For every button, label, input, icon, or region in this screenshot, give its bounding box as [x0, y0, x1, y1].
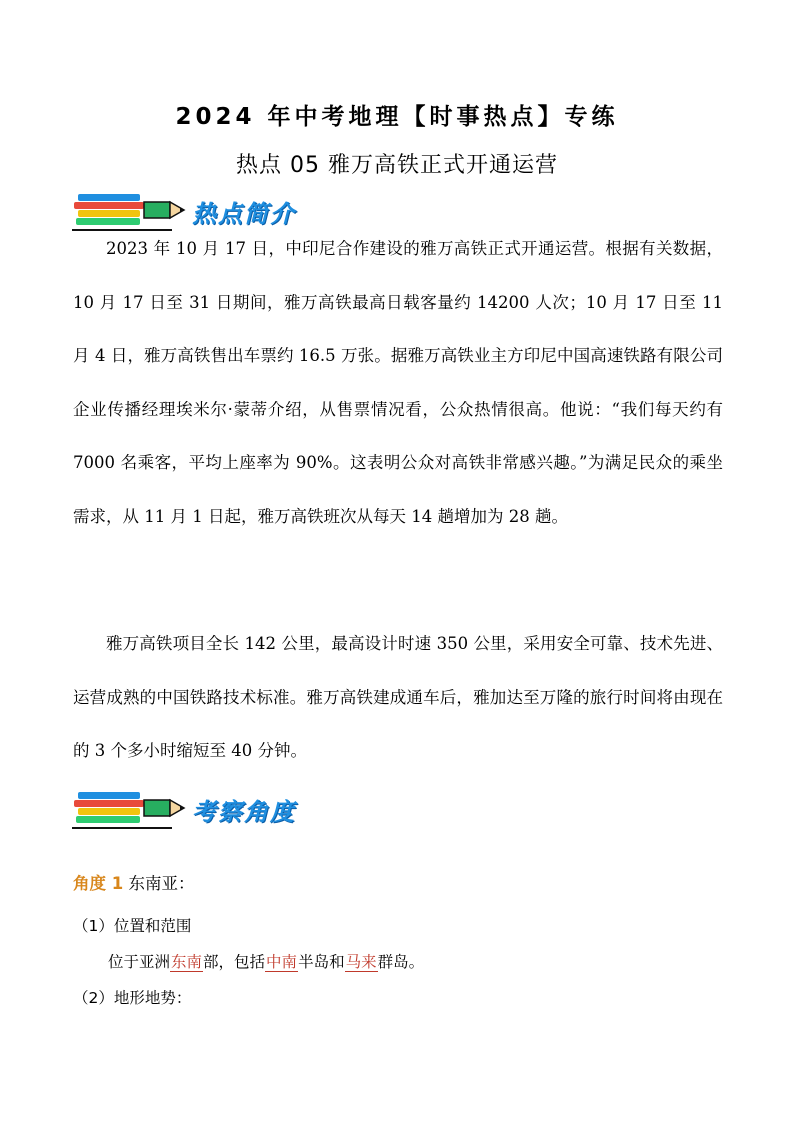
- angle-1-text: 东南亚：: [128, 874, 195, 893]
- answer-1-fill-1: 东南: [171, 953, 203, 971]
- angle-1-label: 角度 1: [73, 874, 124, 893]
- answer-1-text: 半岛和: [298, 953, 345, 971]
- answer-1-text: 部，包括: [203, 953, 266, 971]
- section-title-angle: 考察角度: [192, 798, 296, 826]
- books-pencil-icon: [72, 788, 192, 832]
- answer-1: [108, 950, 424, 972]
- angle-1-heading: [73, 870, 194, 894]
- question-1: （1）位置和范围: [73, 917, 192, 935]
- answer-1-text: 位于亚洲: [108, 953, 171, 971]
- page-title: 2024 年中考地理【时事热点】专练: [175, 104, 619, 130]
- answer-1-fill-3: 马来: [345, 953, 377, 971]
- intro-paragraph-1: 2023 年 10 月 17 日，中印尼合作建设的雅万高铁正式开通运营。根据有关数据，10 月 17 日至 31 日期间，雅万高铁最高日载客量约 14200 人次；10 月 17 日至 11 月 4 日，雅万高铁售出车票约 16.5 万张。据雅万高铁业主方印尼中国高速铁路有限公司企业传播经理埃米尔·蒙蒂介绍，从售票情况看，公众热情很高。他说：“我们每天约有 7000 名乘客，平均上座率为 90%。这表明公众对高铁非常感兴趣。”为满足民众的乘坐需求，从 11 月 1 日起，雅万高铁班次从每天 14 趟增加为 28 趟。: [73, 239, 723, 526]
- answer-1-text: 群岛。: [377, 953, 425, 971]
- answer-1-fill-2: 中南: [266, 953, 298, 971]
- section-header-angle: [72, 788, 372, 832]
- intro-paragraph-2: 雅万高铁项目全长 142 公里，最高设计时速 350 公里，采用安全可靠、技术先进、运营成熟的中国铁路技术标准。雅万高铁建成通车后，雅加达至万隆的旅行时间将由现在的 3 个多小时缩短至 40 分钟。: [73, 634, 723, 760]
- section-title-intro: 热点简介: [192, 200, 296, 228]
- question-2: （2）地形地势：: [73, 989, 192, 1007]
- page-subtitle: 热点 05 雅万高铁正式开通运营: [236, 153, 558, 178]
